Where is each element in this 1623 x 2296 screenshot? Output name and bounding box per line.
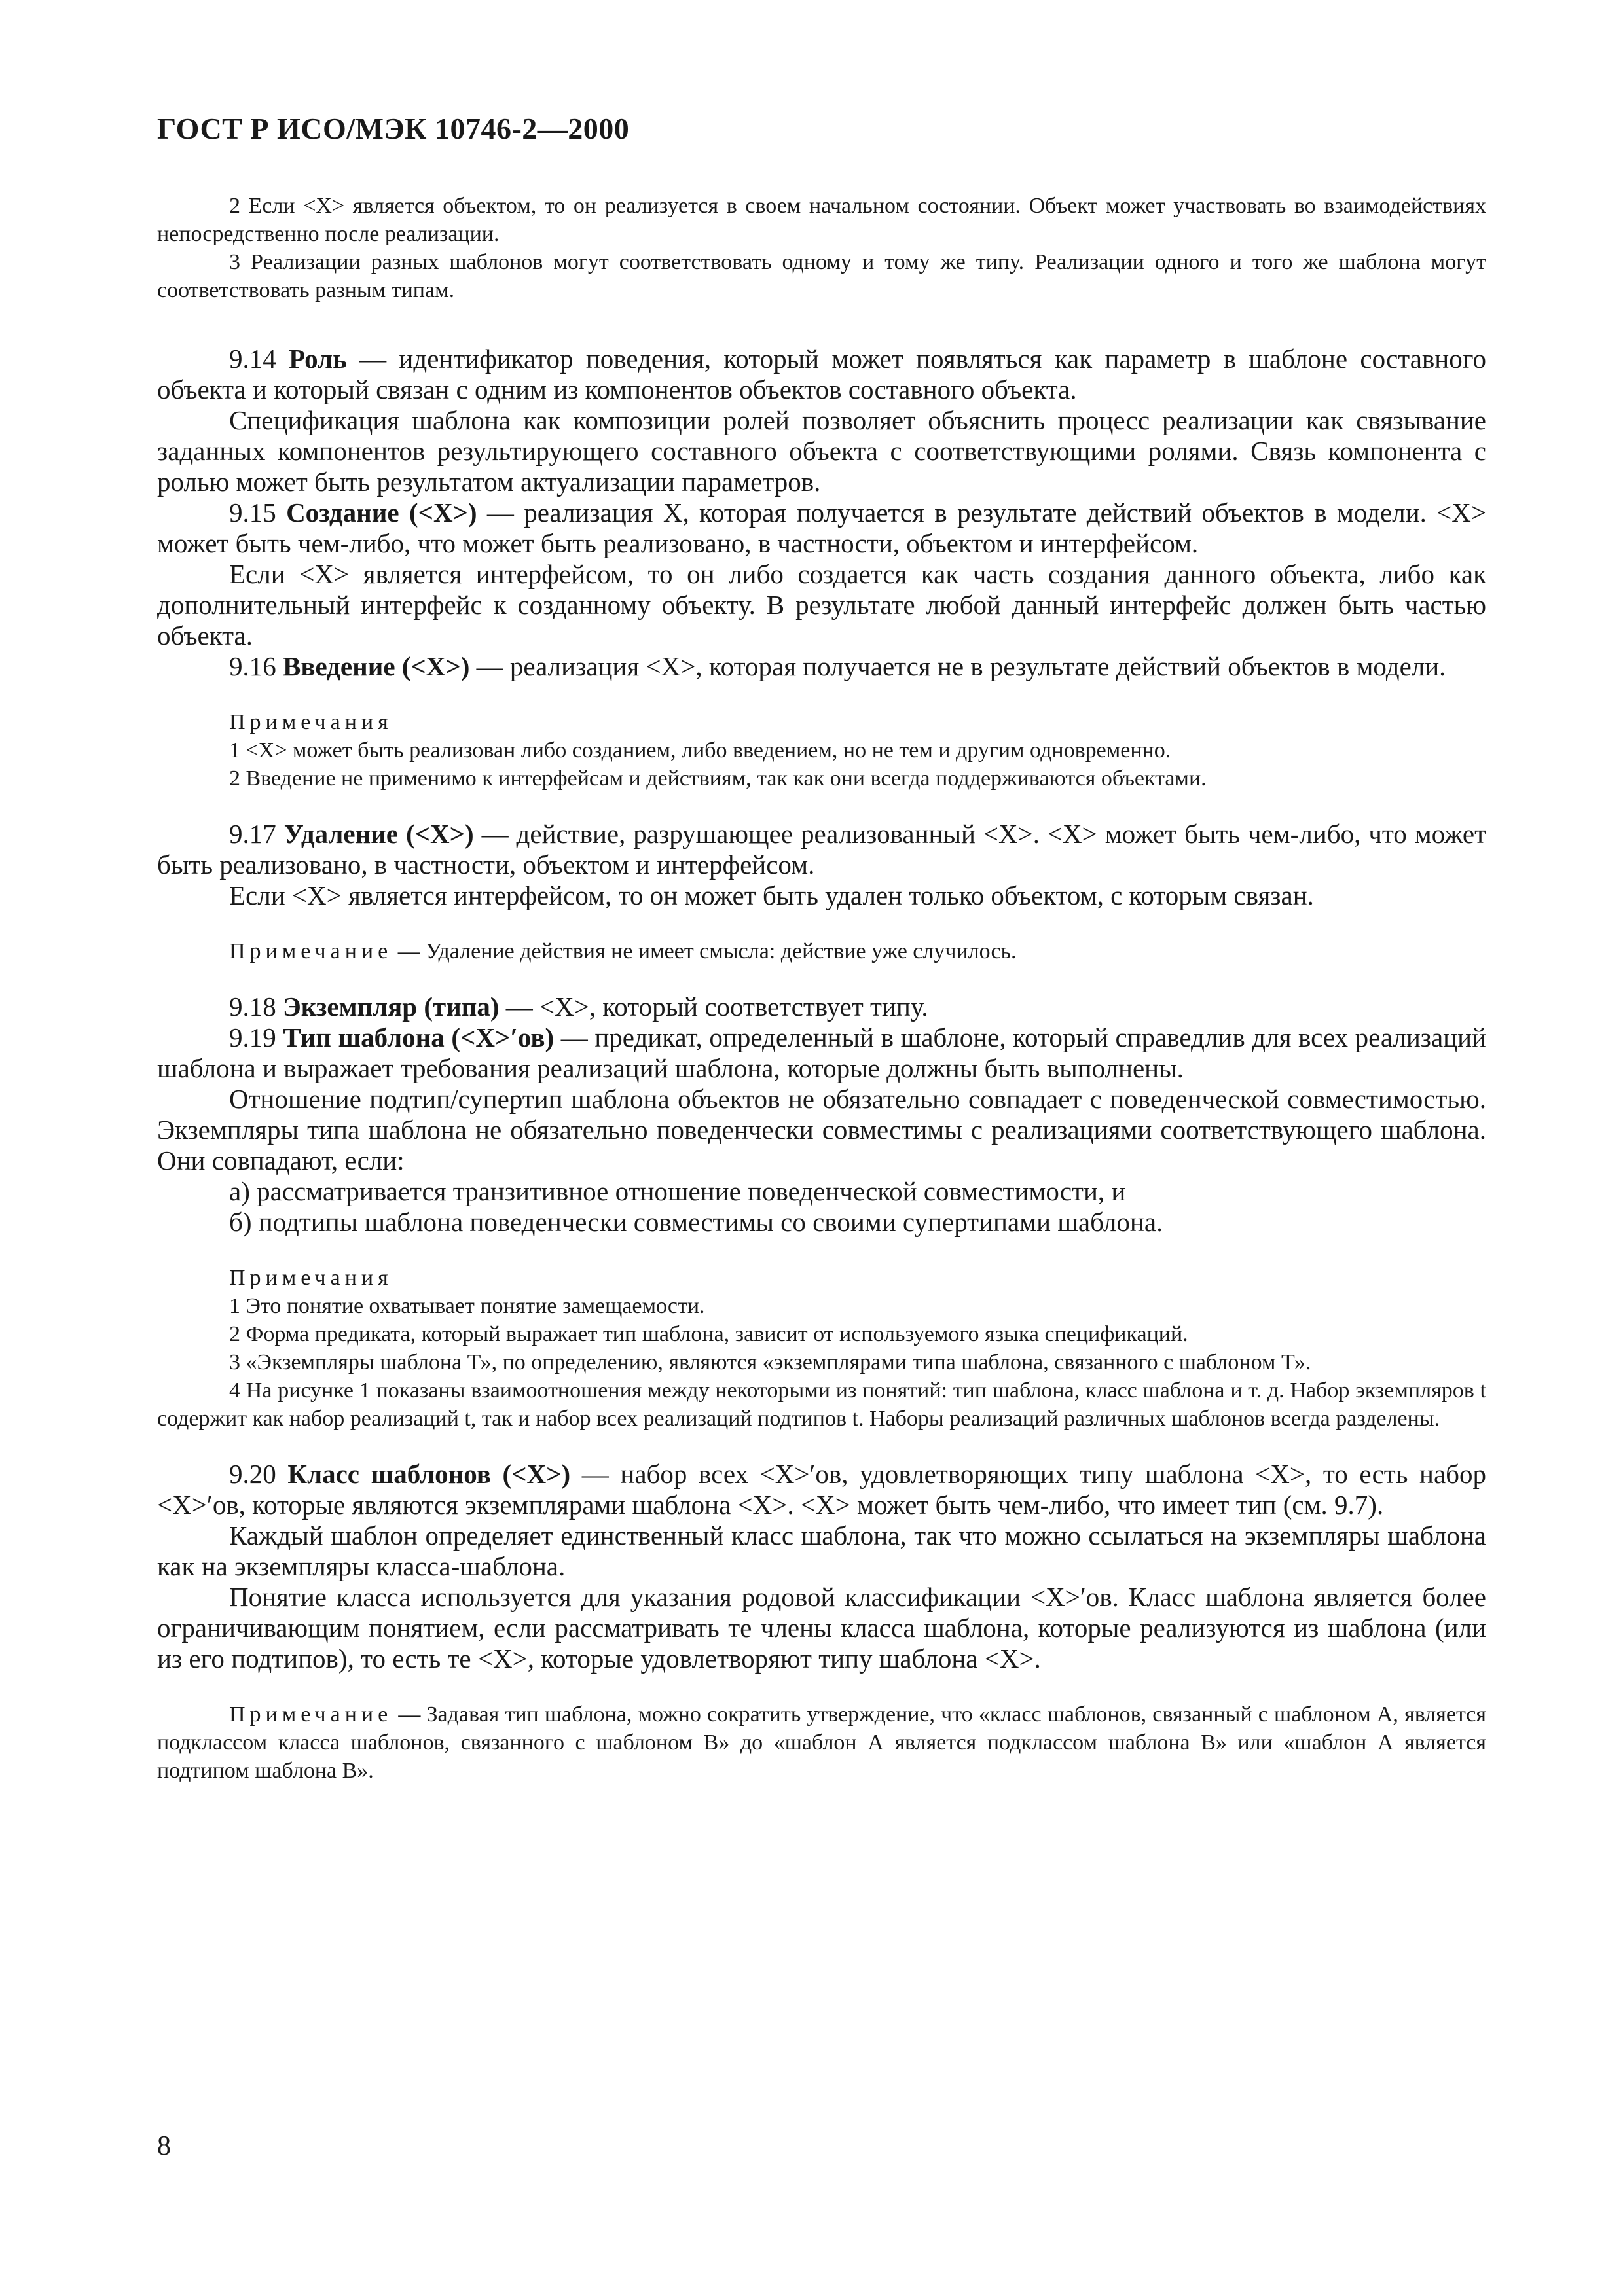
definition-text: — реализация X, которая получается в результате действий объектов в модели. <X> может быть чем-либо, что может быть реализовано, в частности, объектом и интерфейсом. <box>157 497 1486 558</box>
note-item: 2 Форма предиката, который выражает тип шаблона, зависит от используемого языка спецификаций. <box>229 1322 1188 1346</box>
paragraph: Понятие класса используется для указания родовой классификации <X>′ов. Класс шаблона является более ограничивающим понятием, если рассматривать те члены класса шаблона, которые реализуются из шаблона (или из его подтипов), то есть те <X>, которые удовлетворяют типу шаблона <X>. <box>157 1582 1486 1674</box>
note-item: 1 Это понятие охватывает понятие замещаемости. <box>229 1294 705 1318</box>
clause-number: 9.20 <box>229 1459 276 1489</box>
definition-9-16 <box>157 651 1486 682</box>
paragraph: Если <X> является интерфейсом, то он может быть удален только объектом, с которым связан. <box>229 880 1314 910</box>
clause-number: 9.17 <box>229 819 276 849</box>
term: Класс шаблонов (<X>) <box>287 1459 571 1489</box>
term: Роль <box>289 344 347 374</box>
definition-9-14 <box>157 344 1486 405</box>
definition-text: — набор всех <X>′ов, удовлетворяющих типу шаблона <X>, то есть набор <X>′ов, которые являются экземплярами шаблона <X>. <X> может быть чем-либо, что имеет тип (см. 9.7). <box>157 1459 1487 1520</box>
document-page <box>157 111 1486 1785</box>
notes-title: Примечания <box>229 710 393 734</box>
note-item: 4 На рисунке 1 показаны взаимоотношения между некоторыми из понятий: тип шаблона, класс шаблона и т. д. Набор экземпляров t содержит как набор реализаций t, так и набор всех реализаций подтипов t. Наборы реализаций различных шаблонов всегда разделены. <box>157 1378 1486 1431</box>
note-title: Примечание <box>229 939 393 963</box>
list-item: б) подтипы шаблона поведенчески совместимы со своими супертипами шаблона. <box>229 1207 1163 1237</box>
definition-text: — действие, разрушающее реализованный <X>. <X> может быть чем-либо, что может быть реализовано, в частности, объектом и интерфейсом. <box>157 819 1487 880</box>
note-text: 2 Если <X> является объектом, то он реализуется в своем начальном состоянии. Объект может участвовать во взаимодействиях непосредственно после реализации. <box>157 194 1486 246</box>
paragraph: Спецификация шаблона как композиции ролей позволяет объяснить процесс реализации как связывание заданных компонентов результирующего составного объекта с соответствующими ролями. Связь компонента с ролью может быть результатом актуализации параметров. <box>157 405 1486 497</box>
definition-9-19 <box>157 1022 1486 1084</box>
clause-number: 9.15 <box>229 497 276 528</box>
clause-number: 9.16 <box>229 651 276 681</box>
note-text: — Задавая тип шаблона, можно сократить утверждение, что «класс шаблонов, связанный с шаблоном А, является подклассом класса шаблонов, связанного с шаблоном В» до «шаблон А является подклассом шаблона В» или «шаблон А является подтипом шаблона В». <box>157 1702 1486 1783</box>
notes-title: Примечания <box>229 1266 393 1290</box>
clause-number: 9.14 <box>229 344 276 374</box>
note-item: 2 Введение не применимо к интерфейсам и действиям, так как они всегда поддерживаются объектами. <box>229 766 1207 791</box>
definition-text: — предикат, определенный в шаблоне, который справедлив для всех реализаций шаблона и выражает требования реализаций шаблона, которые должны быть выполнены. <box>157 1022 1486 1083</box>
definition-text: — <X>, который соответствует типу. <box>499 992 928 1022</box>
term: Создание (<X>) <box>286 497 477 528</box>
definition-9-15 <box>157 497 1486 559</box>
definition-text: — идентификатор поведения, который может появляться как параметр в шаблоне составного объекта и который связан с одним из компонентов объектов составного объекта. <box>157 344 1486 404</box>
clause-number: 9.19 <box>229 1022 276 1052</box>
term: Введение (<X>) <box>283 651 470 681</box>
term: Удаление (<X>) <box>283 819 474 849</box>
term: Экземпляр (типа) <box>283 992 500 1022</box>
paragraph: Если <X> является интерфейсом, то он либо создается как часть создания данного объекта, либо как дополнительный интерфейс к созданному объекту. В результате любой данный интерфейс должен быть частью объекта. <box>157 559 1486 651</box>
standard-header: ГОСТ Р ИСО/МЭК 10746-2—2000 <box>157 112 630 145</box>
term: Тип шаблона (<X>′ов) <box>283 1022 555 1052</box>
note <box>157 1700 1486 1785</box>
note-item: 3 «Экземпляры шаблона Т», по определению, являются «экземплярами типа шаблона, связанного с шаблоном Т». <box>229 1350 1311 1374</box>
clause-number: 9.18 <box>229 992 276 1022</box>
definition-9-20 <box>157 1459 1486 1520</box>
paragraph: Каждый шаблон определяет единственный класс шаблона, так что можно ссылаться на экземпляры шаблона как на экземпляры класса-шаблона. <box>157 1520 1486 1581</box>
note-text: — Удаление действия не имеет смысла: действие уже случилось. <box>392 939 1017 963</box>
paragraph: Отношение подтип/супертип шаблона объектов не обязательно совпадает с поведенческой совместимостью. Экземпляры типа шаблона не обязательно поведенчески совместимы с реализациями соответствующего шаблона. Они совпадают, если: <box>157 1084 1486 1175</box>
definition-text: — реализация <X>, которая получается не в результате действий объектов в модели. <box>469 651 1446 681</box>
page-number: 8 <box>157 2131 171 2161</box>
note-title: Примечание <box>229 1702 393 1727</box>
definition-9-17 <box>157 819 1486 880</box>
definition-9-18 <box>157 992 1486 1022</box>
note <box>157 937 1486 965</box>
note-item: 1 <X> может быть реализован либо созданием, либо введением, но не тем и другим одновременно. <box>229 738 1171 762</box>
list-item: а) рассматривается транзитивное отношение поведенческой совместимости, и <box>229 1176 1126 1206</box>
note-text: 3 Реализации разных шаблонов могут соответствовать одному и тому же типу. Реализации одного и того же шаблона могут соответствовать разным типам. <box>157 250 1486 302</box>
